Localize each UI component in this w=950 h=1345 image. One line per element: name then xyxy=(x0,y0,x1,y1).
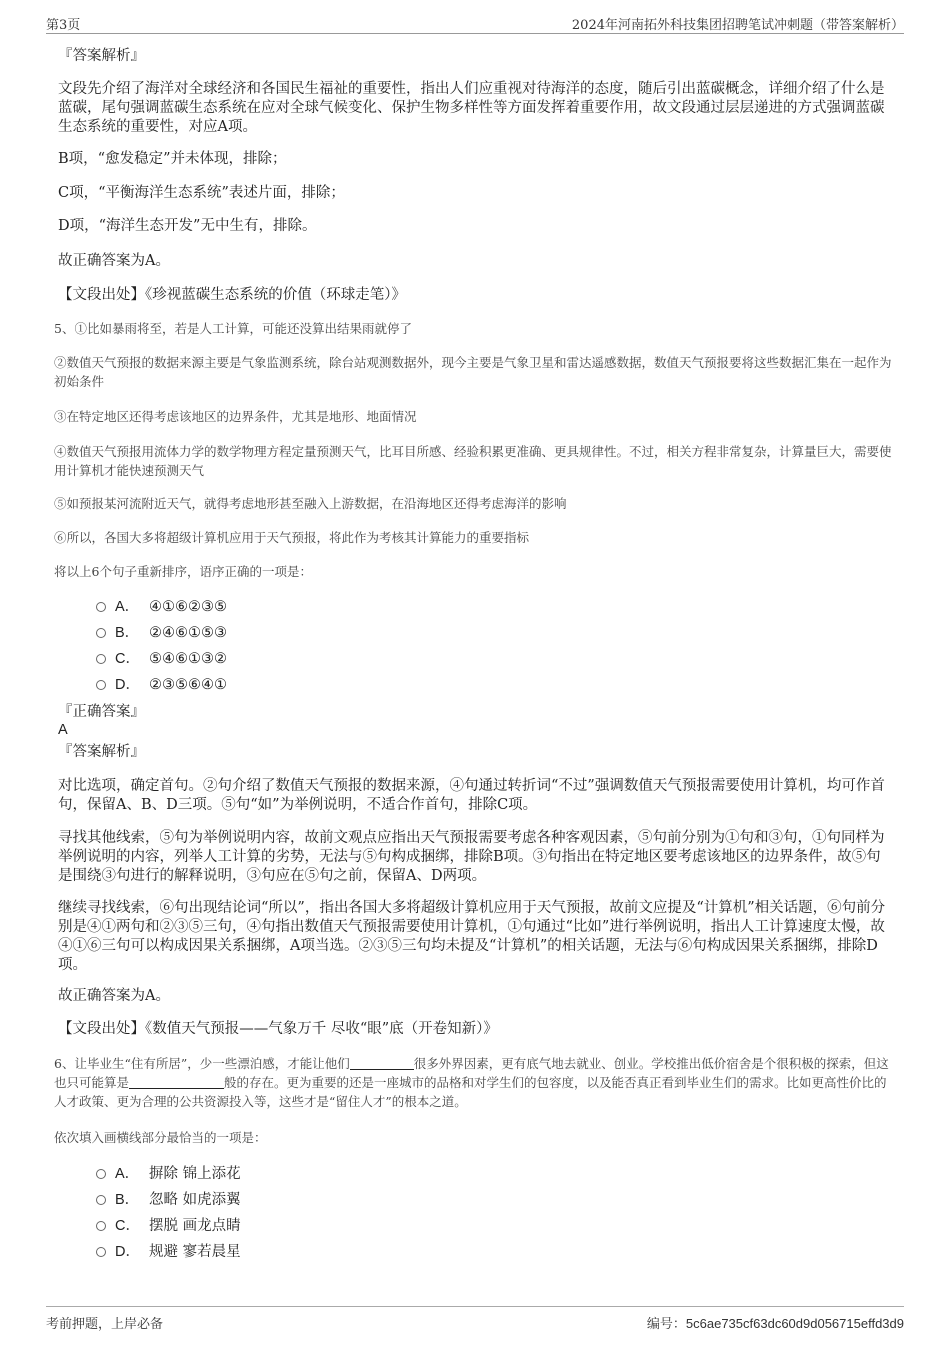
option-text: ⑤④⑥①③② xyxy=(149,651,227,667)
option-text: 规避 寥若晨星 xyxy=(149,1244,241,1260)
radio-icon[interactable] xyxy=(96,1221,106,1231)
q4-analysis-label: 『答案解析』 xyxy=(58,48,145,64)
q4-analysis-b: B项，“愈发稳定”并未体现，排除； xyxy=(58,151,287,167)
radio-icon[interactable] xyxy=(96,628,106,638)
q5-source: 【文段出处】《数值天气预报——气象万千 尽收“眼”底（开卷知新）》 xyxy=(58,1021,498,1037)
q5-analysis-paragraph-3: 继续寻找线索，⑥句出现结论词“所以”，指出各国大多将超级计算机应用于天气预报，故前文应提及“计算机”相关话题，⑥句前分别是④①两句和②③⑤三句，④句指出数值天气预报需要使用计算机，①句通过“比如”进行举例说明，指出人工计算速度太慢，故④①⑥三句可以构成因果关系捆绑，A项当选。②③⑤三句均未提及“计算机”的相关话题，无法与⑥句构成因果关系捆绑，排除D项。 xyxy=(58,900,886,973)
page-footer xyxy=(46,1313,904,1332)
q6-option-c[interactable] xyxy=(96,1216,241,1236)
radio-icon[interactable] xyxy=(96,1169,106,1179)
q5-answer: A xyxy=(58,722,68,738)
q4-analysis-paragraph: 文段先介绍了海洋对全球经济和各国民生福祉的重要性，指出人们应重视对待海洋的态度，随后引出蓝碳概念，详细介绍了什么是蓝碳，尾句强调蓝碳生态系统在应对全球气候变化、保护生物多样性等方面发挥着重要作用，故文段通过层层递进的方式强调蓝碳生态系统的重要性，对应A项。 xyxy=(58,81,885,135)
q5-sentence-3: ③在特定地区还得考虑该地区的边界条件，尤其是地形、地面情况 xyxy=(54,409,417,424)
q6-prompt: 依次填入画横线部分最恰当的一项是： xyxy=(54,1130,267,1145)
option-text: ②③⑤⑥④① xyxy=(149,677,227,693)
document-id: 编号：5c6ae735cf63dc60d9d056715effd3d9 xyxy=(646,1316,904,1331)
q6-stem-part-2: 很多外界因素，更有底气地去就业、创业。学校推出低价宿舍是个很积极的探索，但这也只可能算是 xyxy=(54,1056,889,1090)
footer-divider xyxy=(46,1306,904,1307)
option-label: C． xyxy=(115,1218,140,1234)
option-label: D． xyxy=(115,677,140,693)
q5-option-c[interactable] xyxy=(96,649,227,669)
q5-answer-label: 『正确答案』 xyxy=(58,704,145,720)
q5-option-b[interactable] xyxy=(96,623,227,643)
option-label: B． xyxy=(115,625,140,641)
q6-option-b[interactable] xyxy=(96,1190,241,1210)
q6-stem xyxy=(54,1054,896,1111)
q4-analysis-d: D项，“海洋生态开发”无中生有，排除。 xyxy=(58,218,317,234)
radio-icon[interactable] xyxy=(96,602,106,612)
radio-icon[interactable] xyxy=(96,654,106,664)
q4-source: 【文段出处】《珍视蓝碳生态系统的价值（环球走笔）》 xyxy=(58,287,406,303)
q6-option-a[interactable] xyxy=(96,1164,241,1184)
q5-sentence-4: ④数值天气预报用流体力学的数学物理方程定量预测天气，比耳目所感、经验积累更准确、更具规律性。不过，相关方程非常复杂，计算量巨大，需要使用计算机才能快速预测天气 xyxy=(54,444,892,478)
option-text: ②④⑥①⑤③ xyxy=(149,625,227,641)
option-text: ④①⑥②③⑤ xyxy=(149,599,227,615)
q5-option-d[interactable] xyxy=(96,675,227,695)
q4-conclusion: 故正确答案为A。 xyxy=(58,253,170,269)
q6-blank-2 xyxy=(129,1074,224,1089)
q5-analysis-label: 『答案解析』 xyxy=(58,744,145,760)
q6-stem-part-3: 般的存在。更为重要的还是一座城市的品格和对学生们的包容度，以及能否真正看到毕业生们的需求。比如更高性价比的人才政策、更为合理的公共资源投入等，这些才是“留住人才”的根本之道。 xyxy=(54,1075,887,1109)
page-number: 第3页 xyxy=(46,18,81,33)
q5-analysis-paragraph-2: 寻找其他线索，⑤句为举例说明内容，故前文观点应指出天气预报需要考虑各种客观因素，⑤句前分别为①句和③句，①句同样为举例说明的内容，列举人工计算的劣势，无法与⑤句构成捆绑，排除B项。③句指出在特定地区要考虑该地区的边界条件，故⑤句是围绕③句进行的解释说明，③句应在⑤句之前，保留A、D两项。 xyxy=(58,830,885,884)
q5-prompt: 将以上6个句子重新排序，语序正确的一项是： xyxy=(54,564,312,579)
option-text: 摆脱 画龙点睛 xyxy=(149,1218,241,1234)
footer-slogan: 考前押题，上岸必备 xyxy=(46,1317,164,1332)
radio-icon[interactable] xyxy=(96,680,106,690)
option-label: A． xyxy=(115,599,140,615)
q5-sentence-2: ②数值天气预报的数据来源主要是气象监测系统，除台站观测数据外，现今主要是气象卫星和雷达遥感数据，数值天气预报要将这些数据汇集在一起作为初始条件 xyxy=(54,355,892,389)
q6-stem-part-1: 6、让毕业生“住有所居”，少一些漂泊感，才能让他们 xyxy=(54,1056,350,1071)
q5-sentence-5: ⑤如预报某河流附近天气，就得考虑地形甚至融入上游数据，在沿海地区还得考虑海洋的影响 xyxy=(54,496,567,511)
q5-sentence-1: 5、①比如暴雨将至，若是人工计算，可能还没算出结果雨就停了 xyxy=(54,321,412,336)
radio-icon[interactable] xyxy=(96,1247,106,1257)
radio-icon[interactable] xyxy=(96,1195,106,1205)
q4-analysis-c: C项，“平衡海洋生态系统”表述片面，排除； xyxy=(58,185,345,201)
document-title: 2024年河南拓外科技集团招聘笔试冲刺题（带答案解析） xyxy=(571,18,904,33)
q5-sentence-6: ⑥所以，各国大多将超级计算机应用于天气预报，将此作为考核其计算能力的重要指标 xyxy=(54,530,530,545)
q5-analysis-paragraph-1: 对比选项，确定首句。②句介绍了数值天气预报的数据来源，④句通过转折词“不过”强调数值天气预报需要使用计算机，均可作首句，保留A、B、D三项。⑤句“如”为举例说明，不适合作首句，排除C项。 xyxy=(58,778,885,813)
option-label: A． xyxy=(115,1166,140,1182)
header-divider xyxy=(46,33,904,34)
option-text: 忽略 如虎添翼 xyxy=(149,1192,241,1208)
q5-option-a[interactable] xyxy=(96,597,227,617)
q5-conclusion: 故正确答案为A。 xyxy=(58,988,170,1004)
option-label: D． xyxy=(115,1244,140,1260)
q6-blank-1 xyxy=(350,1055,414,1070)
q6-option-d[interactable] xyxy=(96,1242,241,1262)
page-header xyxy=(46,14,904,32)
option-text: 摒除 锦上添花 xyxy=(149,1166,241,1182)
option-label: C． xyxy=(115,651,140,667)
option-label: B． xyxy=(115,1192,140,1208)
